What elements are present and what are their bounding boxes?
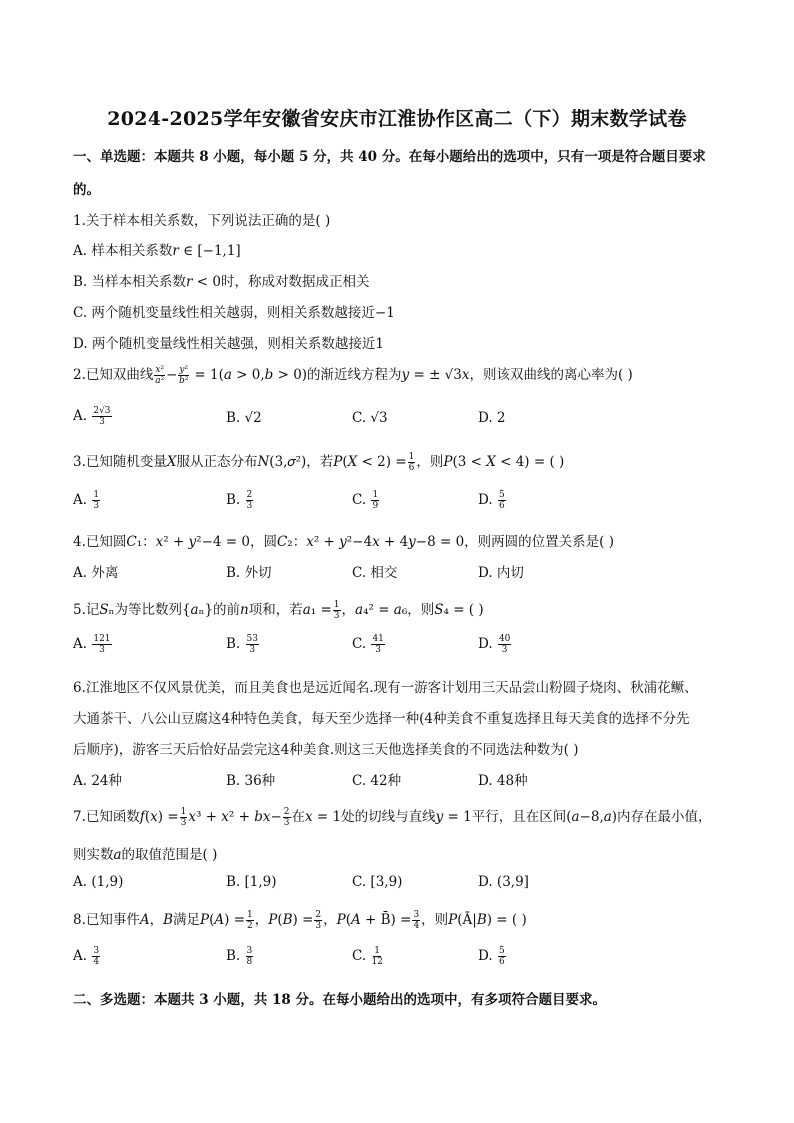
q2-frac-y: $\frac{\text{𝑦²}}{\text{𝑏²}}$ — [179, 365, 189, 386]
q8-option-b: B. $\frac{3}{8}$ — [226, 946, 253, 967]
q7-option-c: C. [3,9) — [352, 874, 403, 890]
q1-option-c: C. 两个随机变量线性相关越弱，则相关系数越接近−1 — [73, 305, 395, 321]
q2-option-d: D. 2 — [478, 410, 506, 426]
q6-stem-line2: 大通茶干、八公山豆腐这4种特色美食，每天至少选择一种(4种美食不重复选择且每天美食的选择不分先 — [73, 711, 690, 727]
q6-option-a: A. 24种 — [73, 773, 123, 789]
q3-stem: 3.已知随机变量𝑋服从正态分布𝑁(3,𝜎²)，若𝑃(𝑋 < 2) = $\frac{1}{6}$ ，则𝑃(3 < 𝑋 < 4) = ( ) — [73, 452, 565, 473]
q6-stem-line3: 后顺序)，游客三天后恰好品尝完这4种美食.则这三天他选择美食的不同选法种数为( ) — [73, 742, 579, 758]
q3-option-b: B. $\frac{2}{3}$ — [226, 490, 253, 511]
q2-option-b: B. √2 — [226, 410, 262, 426]
q2-stem-post: = 1(𝑎 > 0,𝑏 > 0)的渐近线方程为𝑦 = ± √3𝑥，则该双曲线的离心率为( ) — [190, 367, 633, 383]
q5-option-a: A. $\frac{121}{3}$ — [73, 634, 111, 655]
q4-option-d: D. 内切 — [478, 565, 524, 581]
q4-option-b: B. 外切 — [226, 565, 272, 581]
q7-stem: 7.已知函数𝑓(𝑥) = $\frac{1}{3}$ 𝑥³ + 𝑥² + 𝑏𝑥− $\frac{2}{3}$ 在𝑥 = 1处的切线与直线𝑦 = 1平行，且在区间(𝑎−8,𝑎)内存在最小值， — [73, 807, 712, 828]
section1-heading-cont: 的。 — [73, 182, 100, 198]
q8-stem: 8.已知事件𝐴，𝐵满足𝑃(𝐴) = $\frac{1}{2}$ ，𝑃(𝐵) = $\frac{2}{3}$ ，𝑃(𝐴 + B̄) = $\frac{3}{4}$ ，则𝑃(Ā|𝐵) = ( ) — [73, 910, 527, 931]
q1-option-a: A. 样本相关系数𝑟 ∈ [−1,1] — [73, 243, 241, 259]
q6-option-c: C. 42种 — [352, 773, 402, 789]
q5-option-b: B. $\frac{53}{3}$ — [226, 634, 258, 655]
q2-option-c: C. √3 — [352, 410, 388, 426]
q7-option-b: B. [1,9) — [226, 874, 277, 890]
q1-stem: 1.关于样本相关系数，下列说法正确的是( ) — [73, 213, 331, 229]
exam-title: 2024-2025学年安徽省安庆市江淮协作区高二（下）期末数学试卷 — [107, 108, 687, 130]
section1-heading: 一、单选题：本题共 8 小题，每小题 5 分，共 40 分。在每小题给出的选项中，只有一项是符合题目要求 — [73, 149, 706, 165]
q3-option-c: C. $\frac{1}{9}$ — [352, 490, 379, 511]
q6-option-b: B. 36种 — [226, 773, 276, 789]
q5-option-d: D. $\frac{40}{3}$ — [478, 634, 511, 655]
section2-heading: 二、多选题：本题共 3 小题，共 18 分。在每小题给出的选项中，有多项符合题目要求。 — [73, 992, 606, 1008]
q8-option-c: C. $\frac{1}{12}$ — [352, 946, 383, 967]
q6-stem-line1: 6.江淮地区不仅风景优美，而且美食也是远近闻名.现有一游客计划用三天品尝山粉圆子烧肉、秋浦花鳜、 — [73, 680, 698, 696]
q6-option-d: D. 48种 — [478, 773, 528, 789]
q8-option-a: A. $\frac{3}{4}$ — [73, 946, 100, 967]
q3-option-a: A. $\frac{1}{3}$ — [73, 490, 100, 511]
q7-option-d: D. (3,9] — [478, 874, 529, 890]
q4-stem: 4.已知圆𝐶₁：𝑥² + 𝑦²−4 = 0，圆𝐶₂：𝑥² + 𝑦²−4𝑥 + 4𝑦−8 = 0，则两圆的位置关系是( ) — [73, 534, 614, 550]
q4-option-a: A. 外离 — [73, 565, 119, 581]
q4-option-c: C. 相交 — [352, 565, 398, 581]
q1-option-d: D. 两个随机变量线性相关越强，则相关系数越接近1 — [73, 336, 385, 352]
q5-stem: 5.记𝑆ₙ为等比数列{𝑎ₙ}的前𝑛项和，若𝑎₁ = $\frac{1}{3}$ ，𝑎₄² = 𝑎₆，则𝑆₄ = ( ) — [73, 600, 484, 621]
q2-stem-pre: 2.已知双曲线 — [73, 367, 154, 383]
q1-option-b: B. 当样本相关系数𝑟 < 0时，称成对数据成正相关 — [73, 274, 370, 290]
q8-option-d: D. $\frac{5}{6}$ — [478, 946, 505, 967]
q2-option-a: A. $\frac{2√3}{3}$ — [73, 406, 111, 427]
q5-option-c: C. $\frac{41}{3}$ — [352, 634, 384, 655]
q7-stem-line2: 则实数𝑎的取值范围是( ) — [73, 847, 218, 863]
q7-option-a: A. (1,9) — [73, 874, 124, 890]
q2-frac-x: $\frac{\text{𝑥²}}{\text{𝑎²}}$ — [155, 365, 165, 386]
q3-option-d: D. $\frac{5}{6}$ — [478, 490, 505, 511]
q2-stem: 2.已知双曲线 $\frac{\text{𝑥²}}{\text{𝑎²}}$ − $\frac{\text{𝑦²}}{\text{𝑏²}}$ = 1(𝑎 > 0,𝑏 > 0)的渐近线方程为𝑦 = ± √3𝑥，则该双曲线的离心率为( ) — [73, 365, 633, 386]
